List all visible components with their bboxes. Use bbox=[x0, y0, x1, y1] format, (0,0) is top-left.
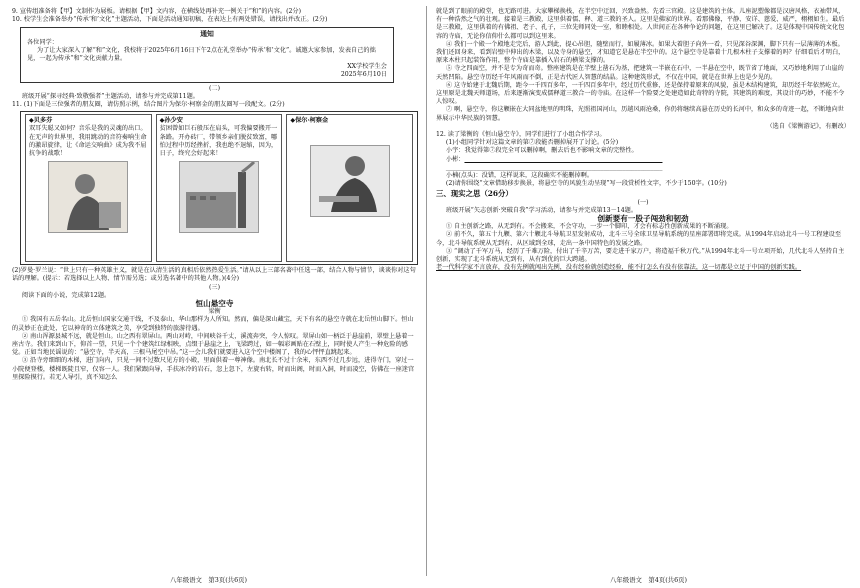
subsection-mark: (一) bbox=[637, 198, 649, 206]
notice-greeting: 各位同学： bbox=[27, 38, 58, 46]
section-2-intro: 班级开展“探寻经典·致敬强者”主题活动，请参与并完成第11题。 bbox=[21, 92, 199, 100]
section-3-intro: 阅读下面的小说，完成第12题。 bbox=[21, 291, 111, 299]
question-11: 11. (1)下面是三位强者的朋友圈，请仿照示例，结合图片为保尔·柯察金的朋友圈写一段配文。(2分) bbox=[12, 101, 285, 109]
pavel-writing-image bbox=[310, 145, 390, 217]
card-name: ◆保尔·柯察金 bbox=[290, 117, 329, 125]
article-para-2: ② 前不久，第五十九颗、第六十颗北斗导航卫星发射成功，北斗三号全球卫星导航系统的星座部署即将完成。从1994年启动北斗一号工程建设至今，北斗导航系统从无到有、从区域到全球，走出一条中国特色的发展之路。 bbox=[436, 231, 842, 247]
essay-title: 恒山悬空寺 bbox=[195, 299, 234, 309]
article-title: 创新要有一股子闯劲和韧劲 bbox=[597, 214, 689, 224]
essay-para-7: ⑦ 啊，悬空寺，你这颗嵌在大同盆地里的明珠，光照祖国河山，历越风雨沧桑，你仍将继续高悬在历史的长河中，和众多的奇迹一起，不断地向世界展示中华民族的智慧。 bbox=[436, 106, 844, 122]
question-10: 10. 校学生会准备举办“传承‘和’文化”主题活动，下面是活动通知初稿，在表达上有两处错误，请找出并改正。(2分) bbox=[12, 16, 328, 24]
card-pavel-korchagin bbox=[286, 114, 413, 262]
footer-page-4: 八年级语文 第4页(共6页) bbox=[610, 576, 688, 584]
question-11-2: (2)罗曼·罗兰说：“世上只有一种英雄主义，就是在认清生活的真相后依然热爱生活。”请从以上三部名著中任选一部，结合人物与情节，谈谈你对这句话的理解。(提示：若选择以上人物、情节需另选；或另选名著中的其他人物。)(4分) bbox=[12, 267, 416, 283]
card-beethoven bbox=[25, 114, 152, 262]
notice-title: 通知 bbox=[200, 30, 214, 39]
essay-para-4: ④ 我们一个殿一个殿地走完后，游人到此，提心吊胆，随壁而行，如履薄冰。如果大着胆子向外一看，只见深谷深渊，脚下只有一层薄薄的木板。我们还回身来，看到岩壁中伸出的木梁，以及寺身的悬空，才知道它是悬在半空中的。这个悬空寺是靠着十几根木柱子支撑着的吗？仔细看后才明白，原来木柱只起装饰作用，整个寺庙是靠插入岩石的横梁支撑的。 bbox=[436, 40, 845, 65]
brick-kiln-image bbox=[179, 161, 259, 233]
essay-source: （选自《梁衡游记》，有删改） bbox=[766, 122, 850, 130]
article-para-1: ① 自主创新之路，从无到有。不会搬来，不会守功，一步一个脚印，才会有标志性创新成果的不断涌现。 bbox=[445, 223, 733, 231]
section-3-mark: (三) bbox=[208, 283, 220, 291]
answer-blank[interactable]: ________________________________________________________________ bbox=[464, 155, 663, 163]
notice-box bbox=[20, 27, 394, 82]
right-page bbox=[436, 8, 850, 273]
question-12-1-c: 小楠(点头)：没错，这样说来，这段确实不能删掉啊。 bbox=[445, 172, 594, 180]
article-para-3-underlined: 老一代科学家不言放弃，没有先例就闯出先例，没有经验就创造经验，能不打怎么有没有依靠法，这一切都是立足于中国的创新实践。 bbox=[436, 264, 802, 272]
card-name: ◆贝多芬 bbox=[29, 117, 53, 125]
answer-line[interactable]: ______________________________________________________________________ bbox=[445, 163, 663, 171]
notice-date: 2025年6月10日 bbox=[340, 71, 387, 79]
notice-body: 为了让大家深入了解“和”文化，我校将于2025年6月16日下午2点在礼堂举办“传承‘和’文化”。诚邀大家参加，发表自己的拙见，一起为传承“和”文化贡献力量。 bbox=[27, 46, 376, 63]
essay-author: 梁衡 bbox=[208, 308, 221, 316]
question-12-2: (2)请你围绕“文章借助移步换景，将悬空寺的风貌生动呈现”写一段赏析性文字，不少于150字。(10分) bbox=[445, 180, 727, 188]
question-12-1: (1)小组同学针对这篇文章的第⑦段能否删掉展开了讨论。(5分) bbox=[445, 139, 619, 147]
section-title: 三、现实之思（26分） bbox=[436, 189, 513, 199]
essay-para-3: ③ 沿寺旁细细的木梯，进门向内，只见一间不过数尺见方的小殿，里面供着一尊神像。南北长不过十余米，东西不过几步远，进得寺门，穿过一小院便登楼，楼梯既陡且窄，仅容一人。我们紧跟向导，手扶冰冷的岩石，忽上忽下，左旋右转，时而出阁，时而入洞，时而凌空，仿佛在一座迷宫里探险摸行。若无人导引，真不知怎么 bbox=[12, 357, 415, 381]
essay-para-1: ① 我国有五岳名山。北岳恒山国家交通干线，不及泰山、华山那样为人所知。然而，偏是深山藏宝，天下有名的悬空寺就在北岳恒山脚下。恒山的灵妙正在此处，它以神奇的立体建筑之美，享受到独特的旅游待遇。 bbox=[12, 316, 414, 332]
question-12-1-a: 小宇：我觉得第⑦段完全可以删掉啊，删去后也不影响文章的完整性。 bbox=[445, 147, 638, 155]
notice-sign: XX学校学生会 bbox=[347, 63, 387, 71]
article-para-3: ③ “调动了千军万马，经历了千难万险，付出了千辛万苦，要走进千家万户，将造福千秋万代。”从1994年北斗一号立项开始，几代北斗人坚持自主创新，实现了北斗系统从无到有，从有到优的巨大跨越。 bbox=[436, 247, 845, 264]
subsection-intro: 班级开展“矢志创新·突破自我”学习活动，请参与并完成第13－14题。 bbox=[445, 206, 638, 214]
page-divider bbox=[426, 6, 427, 576]
footer-page-3: 八年级语文 第3页(共6页) bbox=[170, 576, 248, 584]
essay-para-2: ② 南山浑源县城不远，就是恒山。山之西有翠屏山。两山对峙，中间峡谷千丈，溪流奔突，令人惊叹。翠屏山如一柄泛于悬崖前，翠壁上悬着一座古寺。我们来到山下，仰首一望，只见一个个建筑红绿相映，点缀于悬崖之上，飞梁跨过，如一幅彩画贴在石壁上，同时使人产生一种危险的感觉。正如当地民谣说的：“悬空寺，半天高，三根马尾空中吊。”这一会儿我们就要进入这个空中楼阁了，我的心怦怦直跳起来。 bbox=[12, 332, 414, 357]
card-text: 双耳失聪又如何？音乐是我的灵魂的出口。在无声的世界里，我用跳动的音符奏响生命的激昂旋律，让《命运交响曲》成为我不屈抗争的战歌！ bbox=[29, 125, 147, 158]
question-12: 12. 读了梁衡的《恒山悬空寺》，同学们进行了小组合作学习。 bbox=[436, 131, 606, 139]
card-sun-shaoan bbox=[156, 114, 283, 262]
beethoven-portrait-image bbox=[48, 161, 128, 233]
left-page bbox=[12, 8, 417, 382]
essay-para-5: ⑤ 寺之四面空，并不是专为奇而奇。整座建筑是在半壁上凿石为基，把建筑一半嵌在石中，一半悬在空中，既节省了地面，又巧妙地利用了山崖的天然凹陷。悬空寺历经千年风雨而不倒，正是古代匠人智慧的结晶。这种建筑形式，不仅在中国，就是在世界上也是少见的。 bbox=[436, 65, 844, 81]
question-9: 9. 宣传组准备将【甲】文制作为展板。请根据【甲】文内容，在横线处再补充一例关于“和”的内容。(2分) bbox=[12, 8, 302, 15]
card-name: ◆孙少安 bbox=[159, 117, 183, 125]
essay-para-3-cont: 就是到了眼前的殿堂，也无路可进。大家攀梯换栈，在半空中迂回，兴致盎然。先看三官殿。这是建筑的主体。儿座泥塑像都是汉唐风格，衣袖带风，有一种浩然之气的壮观。接着是三教殿，这里供着儒、释、道三教的圣人。这里是佛家的世界。看那佛像，平静、安详、慈爱、威严，栩栩如生。最后是三教殿，这里供着的有佛祖、老子、孔子，三位先师同处一室，和睦相处。人世间正在各种争论的问题，在这里已解决了。这是体现中国传统文化包容的寺庙，无论你信仰什么都可以到这里来。 bbox=[436, 8, 845, 40]
moments-cards bbox=[20, 111, 418, 265]
essay-para-6: ⑥ 这寺始建于北魏后期，距今一千四百多年，一千四百多年中，经过历代重修，还是保持着原来的风貌，虽是木结构建筑，却历经千年依然屹立。这里原是北魏天师道场，后来逐渐演变成儒释道三教合一的寺庙。在这样一个险要之处建造如此奇特的寺院，其建筑的难度，其设计的巧妙，不能不令人惊叹。 bbox=[436, 81, 845, 106]
answer-label: 小彬： bbox=[445, 155, 465, 163]
section-2-mark: (二) bbox=[208, 84, 220, 92]
card-text: 贫困曾如巨石般压在肩头，可我偏要搬开一条路。开办砖厂，带领乡亲们脱贫致富，哪怕过程中历经挫折，我也绝不退缩，因为，日子，终究会好起来！ bbox=[159, 125, 278, 158]
question-12-1-b bbox=[436, 156, 850, 164]
